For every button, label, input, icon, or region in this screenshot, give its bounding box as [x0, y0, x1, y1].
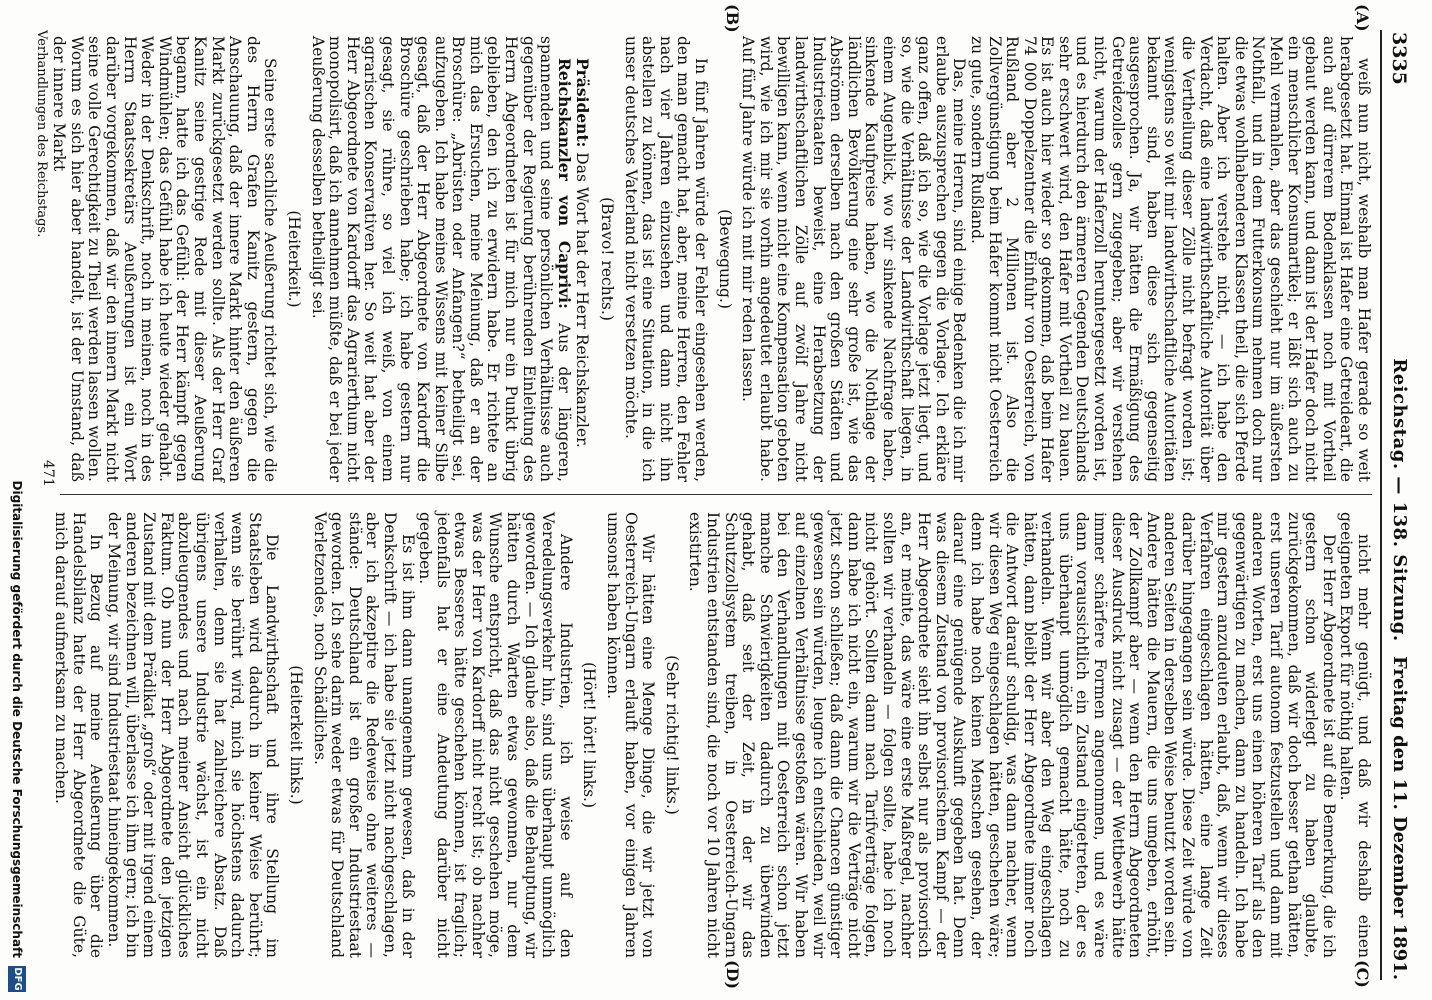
margin-mark-d: (D) — [723, 960, 742, 990]
chancellor-label: Reichskanzler von Caprivi: — [554, 58, 574, 309]
paragraph: Die Landwirthschaft und ihre Stellung im Staatsleben wird dadurch in keiner Weise berührt; wenn sie berührt wird, mich sie höchstens dadurch verhalten, denn sie hat zahlreichere Absatz. Daß übrigens unsere Industrie wächst, ist ein nicht abzuleugnendes und nach meiner Ansicht glückliches Faktum. Ob nun der Herr Abgeordnete den jetzigen Zustand mit dem Prädikat „groß“ oder mit irgend einem anderen bezeichnen will, überlasse ich ihm gern; ich bin der Meinung, wir sind Industriestaat hineingekommen. — [105, 512, 282, 958]
page-number: 3335 — [1388, 32, 1410, 85]
page-footer: Verhandlungen des Reichstags. — [34, 30, 49, 238]
paragraph: Wir hätten eine Menge Dinge, die wir jetzt von Oesterreich-Ungarn erlauft haben, vor einigen Jahren umsonst haben können. — [604, 512, 658, 958]
header-title: Reichstag. — 138. Sitzung. — [1389, 358, 1410, 642]
column-left — [50, 36, 1372, 482]
paragraph: nicht mehr genügt, und daß wir deshalb einen geeigneten Export für nöthig halten. — [1337, 512, 1373, 958]
interjection: (Sehr richtig! links.) — [662, 655, 681, 815]
paragraph: Das, meine Herren, sind einige Bedenken die ich mir erlaube auszusprechen gegen die Vorlage. Ich erkläre ganz offen, daß ich so, wie die Vorlage jetzt liegt, und so, wie die Verhältnisse der Landwirthschaft liegen, in einem Augenblick, wo wir sinkende Nachfrage haben, sinkende Kaufpreise haben, wo die Nothlage der ländlichen Bevölkerung eine sehr große ist, wie das Abströmen derselben nach den großen Städten und Industriestaaten beweist, eine Herabsetzung der landwirthschaftlichen Zölle auf zwölf Jahre nicht bewilligen kann, wenn nicht eine Kompensation geboten wird, wie ich mir sie vorhin angedeutet erlaubt habe. Auf fünf Jahre würde ich mit mir reden lassen. — [739, 36, 969, 482]
column-divider — [60, 494, 1372, 495]
president-text: Das Wort hat der Herr Reichskanzler. — [573, 152, 592, 448]
interjection: (Heiterkeit.) — [284, 210, 303, 308]
paragraph: weiß nun nicht, weshalb man Hafer gerade so weit herabgesetzt hat. Einmal ist Hafer eine Getreideart, die auch auf dürrerem Bodenklassen noch mit Vortheil gebaut werden kann, und dann ist der Hafer doch nicht ein menschlicher Konsumartikel; er läßt sich auch zu Mehl vermahlen, aber das geschieht nur im äußersten Nothfall, und in dem Futterkonsum nehmen doch nur die etwas wohlhabenderen Klassen theil, die sich Pferde halten. Aber ich verstehe nicht, — ich habe den Verdacht, daß eine landwirthschaftliche Autorität über die Vertheilung dieser Zölle nicht befragt worden ist; wenigstens so weit mir landwirthschaftliche Autoritäten bekannt sind, haben diese sich gegenseitig ausgesprochen. Ja, wir hätten die Ermäßigung des Getreidezolles gern zugegeben; aber wir verstehen nicht, warum der Haferzoll heruntergesetzt worden ist, und es hierdurch den ärmeren Gegenden Deutschlands sehr erschwert wird, den Hafer mit Vortheil zu bauen. Es ist auch hier wieder so gekommen, daß beim Hafer 74 000 Doppelzentner die Einfuhr von Oesterreich, von Rußland aber 2 Millionen ist. Also die Zollvergünstigung beim Hafer kommt nicht Oesterreich zu gute, sondern Rußland. — [967, 36, 1373, 482]
margin-mark-c: (C) — [1353, 960, 1372, 988]
dfg-logo: DFG — [8, 966, 26, 992]
margin-mark-a: (A) — [1353, 4, 1372, 32]
paragraph: Der Herr Abgeordnete ist auf die Bemerkung, die ich gestern schon widerlegt zu haben glaubte, zurückgekommen, daß wir doch besser gethan hätten, erst unseren Tarif autonom festzustellen und dann mit anderen Worten, erst uns einen höheren Tarif als den gegenwärtigen zu machen, dann zu handeln. Ich habe mir gestern anzudeuten erlaubt, daß, wenn wir dieses Verfahren eingeschlagen hätten, eine lange Zeit darüber hingegangen sein würde. Diese Zeit würde von anderen Seiten in derselben Weise benutzt worden sein. Andere hätten die Mauern, die uns umgeben, erhöht, der Zollkampf aber — wenn den Herrn Abgeordneten dieser Ausdruck nicht zusagt — der Wettbewerb hätte immer schärfere Formen angenommen, und es wäre dann voraussichtlich ein Zustand eingetreten, der es uns überhaupt unmöglich gemacht hätte, noch zu verhandeln. Wenn wir aber den Weg eingeschlagen hätten, dann bleibt der Herr Abgeordnete immer noch die Antwort darauf schuldig, was dann nachher, wenn wir diesen Weg eingeschlagen hätten, geschehen wäre; denn ich habe noch keinen Menschen gesehen, der darauf eine genügende Auskunft gegeben hat. Denn was diesem Zustand von provisorischem Kampf — der Herr Abgeordnete sieht ihn selbst nur als provisorisch an, er meinte, das wäre eine erste Maßregel, nachher sollten wir verhandeln — folgen sollte, habe ich noch nicht gehört. Sollten dann nach Tarifverträge folgen, dann habe ich nicht ein, warum wir die Verträge nicht jetzt schon schließen; daß dann die Chancen günstiger gewesen sein würden, leugne ich entschieden, weil wir auf einzelnen Verhältnisse gestoßen wären. Wir haben bei den Verhandlungen mit Oesterreich schon jetzt manche Schwierigkeiten dadurch zu überwinden gehabt, daß seit der Zeit, in der wir das Schutzzollsystem treiben, in Oesterreich-Ungarn Industrien entstanden sind, die noch vor 10 Jahren nicht existirten. — [686, 512, 1338, 958]
digitization-credit — [4, 0, 28, 1000]
paragraph: In Bezug auf meine Aeußerung über die Handelsbilanz hatte der Herr Abgeordnete die Güte, mich darauf aufmerksam zu machen. — [52, 512, 106, 958]
header-date: Freitag den 11. Dezember 1891. — [1389, 656, 1410, 980]
chancellor-text: Aus der längeren, spannenden und seine persönlichen Verhältnisse auch gegenüber der Regierung berührenden Einleitung des Herrn Abgeordneten ist für mich nur ein Punkt übrig geblieben, den ich zu erwidern habe. Er richtete an mich das Ersuchen, meine Meinung, daß er an der Broschüre: „Abrüsten oder Anfangen?“ betheiligt sei, aufzugeben. Ich habe meines Wissens mit keiner Silbe gesagt, daß der Herr Abgeordnete von Kardorff die Broschüre geschrieben habe; ich habe gestern nur gesagt, sie rühre, so viel ich weiß, von einem agrarischen Konservativen her. So weit hat aber der Herr Abgeordnete von Kardorff das Agrarierthum nicht monopolisirt, daß ich annehmen müßte, daß er bei jeder Aeußerung desselben betheiligt sei. — [308, 36, 573, 482]
paragraph: In fünf Jahren würde der Fehler eingesehen werden, den man gemacht hat, aber, meine Herren, den Fehler nach vier Jahren einzusehen und dann nicht ihn abstellen zu können, das ist eine Situation, in die ich unser deutsches Vaterland nicht versetzen möchte. — [621, 36, 711, 482]
header-rule — [1380, 30, 1382, 980]
credit-text: Digitalisierung gefördert durch die Deutsche Forschungsgemeinschaft — [10, 480, 24, 958]
page-footer-number: 471 — [40, 460, 56, 487]
president-line — [573, 36, 592, 482]
paragraph: Es ist ihm dann unangenehm gewesen, daß in der Denkschrift — ich habe sie jetzt nicht nachgeschlagen, aber ich akzeptire die Redeweise ohne weiteres — stände: Deutschland ist ein großer Industriestaat geworden. Ich sehe darin weder etwas für Deutschland Verletzendes, noch Schädliches. — [310, 512, 417, 958]
column-right — [52, 512, 1372, 958]
interjection: (Heiterkeit links.) — [286, 665, 305, 805]
chancellor-paragraph — [308, 36, 573, 482]
paragraph: Seine erste sachliche Aeußerung richtet sich, wie die des Herrn Grafen Kanitz gestern, gegen die Anschauung, daß der innere Markt hinter den äußeren Markt zurückgesetzt werden sollte. Als der Herr Graf Kanitz seine gestrige Rede mit dieser Aeußerung begann, hatte ich das Gefühl: der Herr kämpft gegen Windmühlen; das Gefühl habe ich heute wieder gehabt. Weder in der Denkschrift, noch in meinen, noch in des Herrn Staatssekretärs Aeußerungen ist ein Wort darüber vorgekommen, daß wir den innern Markt nicht seine volle Gerechtigkeit zu Theil werden lassen wollen. Worum es sich hier aber handelt, ist der Umstand, daß der innere Markt — [50, 36, 280, 482]
interjection: (Hört! hört! links.) — [580, 661, 599, 809]
president-label: Präsident: — [573, 58, 593, 148]
margin-mark-b: (B) — [723, 4, 742, 33]
paragraph: Andere Industrien, ich weise auf den Veredelungsverkehr hin, sind uns überhaupt unmöglich geworden. — Ich glaube also, daß die Behauptung, wir hätten durch Warten etwas gewonnen, nur dem Wunsche entspricht, daß das nicht geschehen möge, was der Herr von Kardorff nicht recht ist; ob nachher etwas Besseres hätte geschehen können, ist fraglich; jedenfalls hat er eine Andeutung darüber nicht gegeben. — [416, 512, 575, 958]
interjection: (Bewegung.) — [715, 209, 734, 309]
page-header — [1382, 20, 1414, 980]
interjection: (Bravo! rechts.) — [598, 197, 617, 321]
